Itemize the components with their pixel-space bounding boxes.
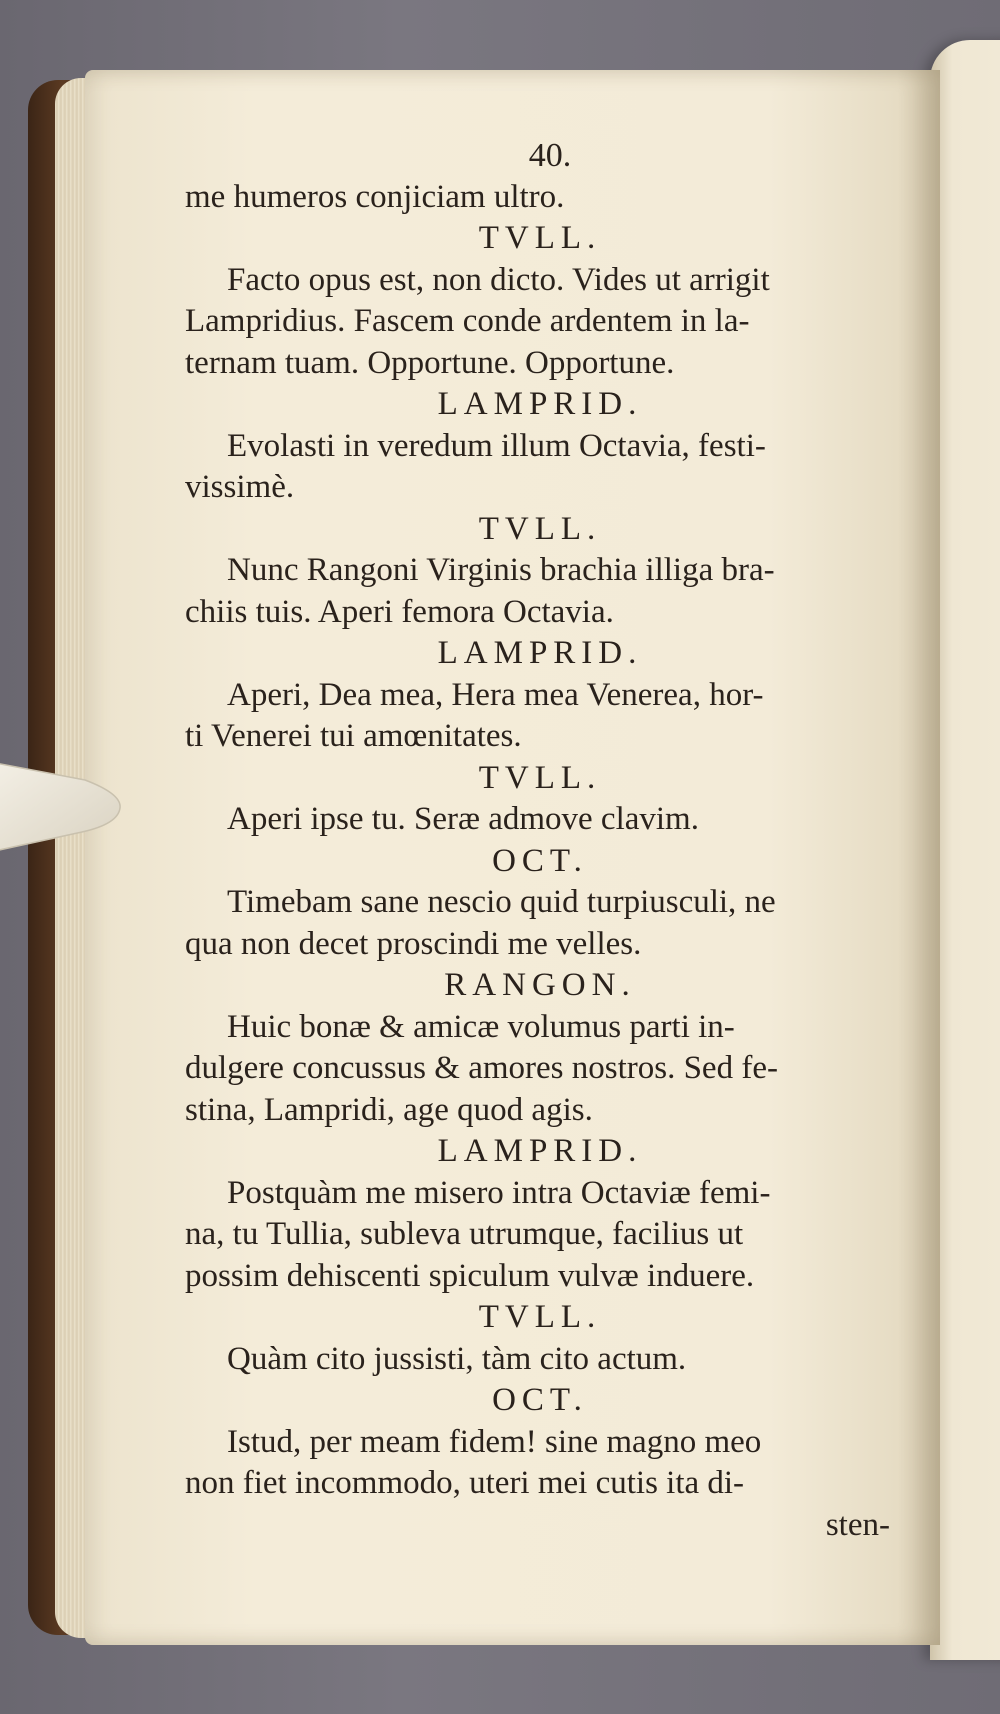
facing-page — [930, 40, 1000, 1660]
speaker-heading: LAMPRID. — [437, 1133, 643, 1169]
speaker-heading: OCT. — [492, 1382, 588, 1418]
text-line: non fiet incommodo, uteri mei cutis ita di- — [185, 1465, 745, 1501]
text-line: Huic bonæ & amicæ volumus parti in- — [227, 1008, 735, 1045]
text-line: ti Venerei tui amœnitates. — [185, 718, 522, 754]
speaker-heading: TVLL. — [478, 220, 602, 256]
text-line: Quàm cito jussisti, tàm cito actum. — [227, 1340, 687, 1377]
speaker-heading: TVLL. — [478, 510, 602, 547]
speaker-heading: TVLL. — [478, 1299, 602, 1335]
catchword: sten- — [825, 1506, 890, 1543]
text-line: Nunc Rangoni Virginis brachia illiga bra- — [227, 552, 775, 588]
text-line: Istud, per meam fidem! sine magno meo — [227, 1423, 762, 1460]
text-line: qua non decet proscindi me velles. — [185, 925, 642, 962]
speaker-heading: OCT. — [492, 842, 588, 879]
speaker-heading: LAMPRID. — [437, 635, 643, 671]
text-line: Aperi, Dea mea, Hera mea Venerea, hor- — [227, 676, 764, 713]
text-line: Postquàm me misero intra Octaviæ femi- — [227, 1174, 771, 1211]
text-line: dulgere concussus & amores nostros. Sed fe- — [185, 1050, 778, 1086]
page-number: 40. — [528, 137, 572, 174]
text-line: Facto opus est, non dicto. Vides ut arrigit — [227, 261, 770, 298]
text-line: me humeros conjiciam ultro. — [185, 178, 565, 215]
text-line: Aperi ipse tu. Seræ admove clavim. — [227, 801, 699, 837]
page-holder-pointer — [0, 750, 130, 860]
text-line: chiis tuis. Aperi femora Octavia. — [185, 593, 614, 630]
text-line: ternam tuam. Opportune. Opportune. — [185, 344, 675, 381]
text-line: na, tu Tullia, subleva utrumque, facilius ut — [185, 1216, 744, 1252]
speaker-heading: LAMPRID. — [437, 386, 643, 422]
text-line: Evolasti in veredum illum Octavia, festi- — [227, 427, 766, 464]
text-line: possim dehiscenti spiculum vulvæ induere. — [185, 1257, 755, 1294]
text-line: vissimè. — [185, 469, 295, 505]
speaker-heading: TVLL. — [478, 759, 602, 796]
page-text — [185, 135, 895, 1546]
text-line: stina, Lampridi, age quod agis. — [185, 1091, 593, 1128]
speaker-heading: RANGON. — [444, 967, 636, 1003]
text-line: Lampridius. Fascem conde ardentem in la- — [185, 303, 750, 339]
text-line: Timebam sane nescio quid turpiusculi, ne — [227, 884, 776, 920]
